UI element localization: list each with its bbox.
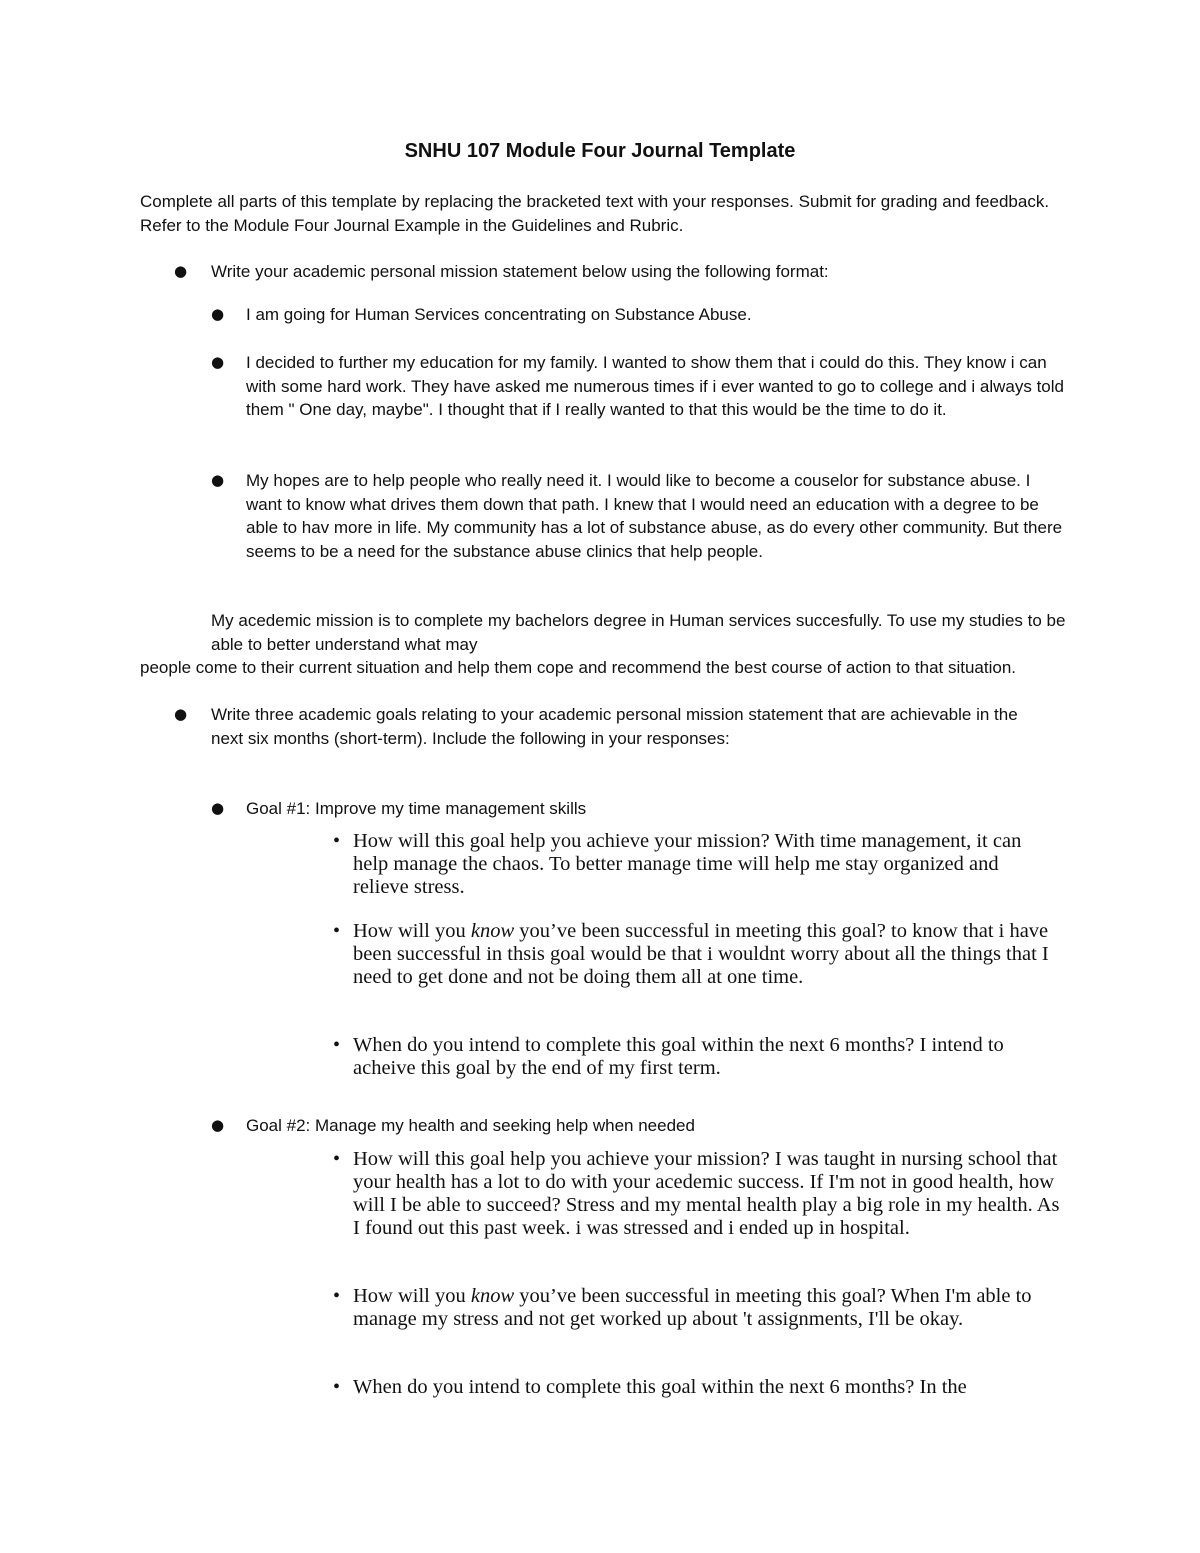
- bullet-icon: •: [333, 1034, 341, 1056]
- instructions-paragraph: Complete all parts of this template by replacing the bracketed text with your responses. Submit for grading and feedback. Refer to the Module Four Journal Example in the Guidelines and Rubric.: [140, 192, 1050, 235]
- emphasis-text: know: [470, 920, 515, 942]
- mission-prompt: Write your academic personal mission statement below using the following format:: [211, 262, 829, 281]
- goal-1-question-2: [353, 920, 1068, 989]
- bullet-icon: •: [333, 920, 341, 942]
- bullet-icon: •: [333, 830, 341, 852]
- goal-2-question-1: How will this goal help you achieve your mission? I was taught in nursing school that your health has a lot to do with your acedemic success. If I'm not in good health, how will I be able to succeed? Stress and my mental health play a big role in my health. As I found out this past week. i was stressed and i ended up in hospital.: [353, 1148, 1060, 1239]
- question-text: How will you: [353, 920, 471, 942]
- mission-item-3: My hopes are to help people who really need it. I would like to become a couselor for substance abuse. I want to know what drives them down that path. I knew that I would need an education with a degree to be able to hav more in life. My community has a lot of substance abuse, as do every other community. But there seems to be a need for the substance abuse clinics that help people.: [246, 471, 1063, 561]
- mission-statement-indented: My acedemic mission is to complete my bachelors degree in Human services succesfully. To use my studies to be able to better understand what may: [211, 611, 1066, 654]
- mission-statement-continued: people come to their current situation and help them cope and recommend the best course of action to that situation.: [140, 658, 1017, 677]
- mission-item-1: I am going for Human Services concentrating on Substance Abuse.: [246, 305, 752, 324]
- goal-2-question-2: [353, 1285, 1053, 1331]
- bullet-icon: ●: [211, 471, 225, 489]
- goal-2-question-3: When do you intend to complete this goal within the next 6 months? In the: [353, 1376, 967, 1398]
- bullet-icon: ●: [211, 305, 225, 323]
- question-text: you’ve been successful in meeting this goal? When I'm able to manage my stress and not get worked up about 't assignments, I'll be okay.: [353, 1285, 1032, 1330]
- emphasis-text: know: [470, 1285, 515, 1307]
- goals-prompt: Write three academic goals relating to your academic personal mission statement that are achievable in the next six months (short-term). Include the following in your responses:: [211, 705, 1018, 748]
- question-text: How will you: [353, 1285, 471, 1307]
- goal-2-label: Goal #2: Manage my health and seeking help when needed: [246, 1116, 695, 1135]
- goal-1-label: Goal #1: Improve my time management skills: [246, 799, 587, 818]
- goal-1-question-1: How will this goal help you achieve your mission? With time management, it can help manage the chaos. To better manage time will help me stay organized and relieve stress.: [353, 830, 1022, 898]
- bullet-icon: ●: [211, 353, 225, 371]
- goal-1-question-3: When do you intend to complete this goal within the next 6 months? I intend to acheive this goal by the end of my first term.: [353, 1034, 1004, 1079]
- bullet-icon: ●: [211, 1116, 225, 1134]
- document-title: SNHU 107 Module Four Journal Template: [404, 140, 796, 162]
- bullet-icon: ●: [211, 799, 225, 817]
- bullet-icon: •: [333, 1148, 341, 1170]
- bullet-icon: •: [333, 1376, 341, 1398]
- question-text: you’ve been successful in meeting this goal? to know that i have been successful in thsis goal would be that i wouldnt worry about all the things that I need to get done and not be doing them all at one time.: [353, 920, 1049, 988]
- mission-item-2: I decided to further my education for my family. I wanted to show them that i could do this. They know i can with some hard work. They have asked me numerous times if i ever wanted to go to college and i always told them " One day, maybe". I thought that if I really wanted to that this would be the time to do it.: [246, 353, 1064, 419]
- bullet-icon: ●: [174, 262, 188, 280]
- bullet-icon: •: [333, 1285, 341, 1307]
- bullet-icon: ●: [174, 705, 188, 723]
